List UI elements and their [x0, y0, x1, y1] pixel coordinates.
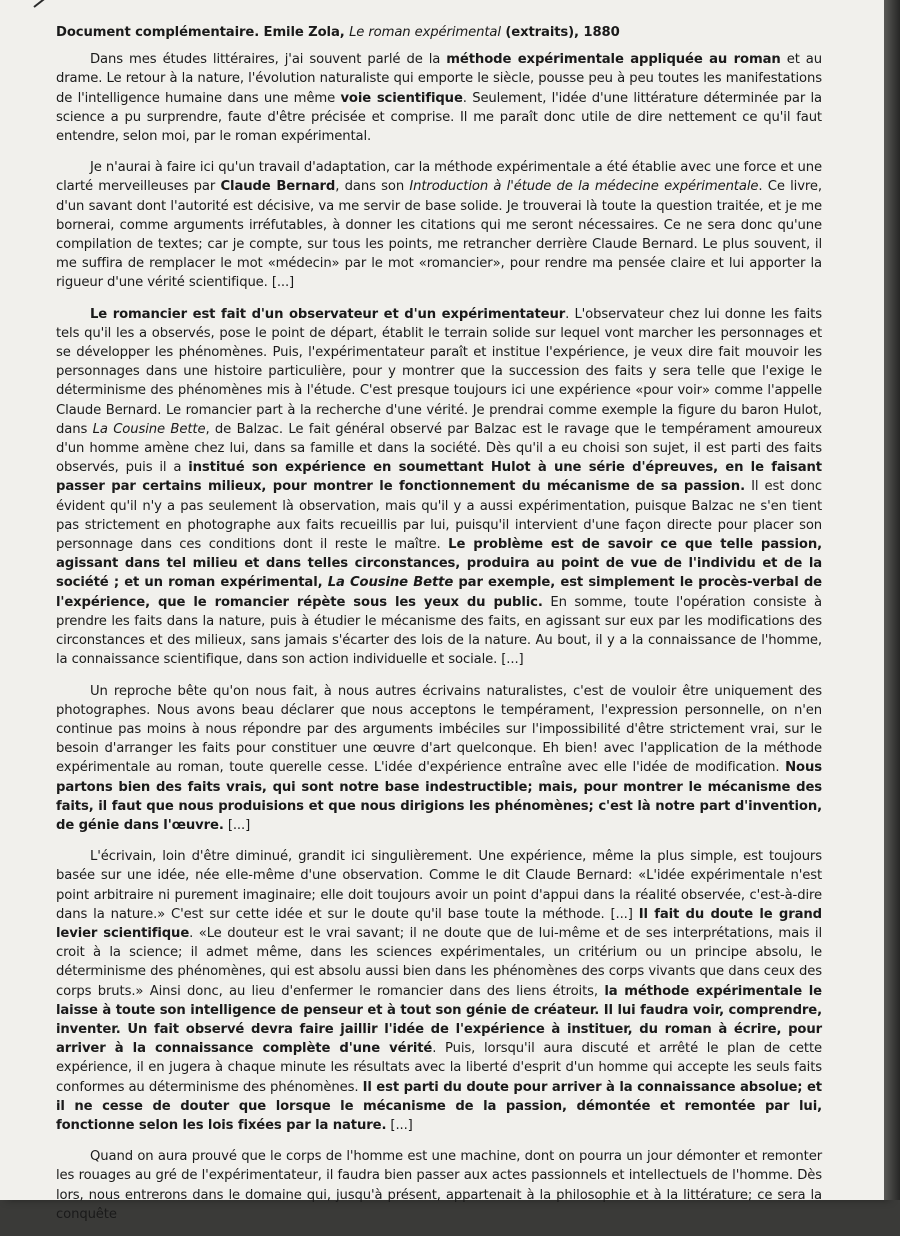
bold-run: institué son expérience en soumettant Hulot à une série d'épreuves, en le faisant passer par certains milieux, pour montrer le fonctionnement du mécanisme de sa passion. — [56, 460, 822, 495]
paragraph-list — [56, 50, 822, 1224]
text-run: L'écrivain, loin d'être diminué, grandit ici singulièrement. Une expérience, même la plus simple, est toujours basée sur une idée, née elle-même d'une observation. Comme le dit Claude Bernard: «L'idée expérimentale n'est point arbitraire ni purement imaginaire; elle doit toujours avoir un point d'appui dans la réalité observée, c'est-à-dire dans la nature.» C'est sur cette idée et sur le doute qu'il base toute la méthode. [...] — [56, 849, 822, 922]
bold-run: méthode expérimentale appliquée au roman — [446, 52, 781, 68]
bold-run — [328, 575, 453, 590]
text-run: [...] — [223, 817, 251, 833]
italic-run: La Cousine Bette — [92, 421, 206, 437]
paragraph — [56, 305, 822, 670]
text-run: . Seulement, l'idée d'une littérature déterminée par la science a pu surprendre, faute d'être précisée et comprise. Il me paraît donc utile de dire nettement ce qu'il faut entendre, selon moi, par le roman expérimental. — [56, 90, 823, 145]
text-run: Il est donc évident qu'il n'y a pas seulement là observation, mais qu'il y a aussi expérimentation, puisque Balzac ne s'en tient pas strictement en photographe aux faits recueillis par lui, puisqu'il intervient d'une façon directe pour placer son personnage dans ces conditions dont il reste le maître. — [56, 479, 822, 553]
bold-run: voie scientifique — [340, 90, 463, 106]
text-run: et au drame. Le retour à la nature, l'évolution naturaliste qui emporte le siècle, pousse peu à peu toutes les manifestations de l'intelligence humaine dans une même — [56, 52, 822, 106]
text-run: , de Balzac. Le fait général observé par Balzac est le ravage que le tempérament amoureux d'un homme amène chez lui, dans sa famille et dans la société. Dès qu'il a eu choisi son sujet, il est parti des faits observés, puis il a — [56, 421, 823, 476]
text-run: Quand on aura prouvé que le corps de l'homme est une machine, dont on pourra un jour démonter et remonter les rouages au gré de l'expérimentateur, il faudra bien passer aux actes passionnels et intellectuels de l'homme. Dès lors, nous entrerons dans le domaine qui, jusqu'à présent, appartenait à la philosophie et à la littérature; ce sera la conquête — [56, 1149, 822, 1222]
bold-run: Il est parti du doute pour arriver à la connaissance absolue; et il ne cesse de douter que lorsque le mécanisme de la passion, démontée et remontée par lui, fonctionne selon les lois fixées par la nature. — [56, 1079, 822, 1133]
paragraph — [56, 50, 822, 146]
heading-prefix: Document complémentaire. Emile Zola, — [56, 25, 350, 40]
text-run: . Puis, lorsqu'il aura discuté et arrêté le plan de cette expérience, il en jugera à chaque minute les résultats avec la liberté d'esprit d'un homme qui accepte les seuls faits conformes au déterminisme des phénomènes. — [56, 1041, 822, 1095]
text-run: , dans son — [335, 179, 410, 195]
text-run: Je n'aurai à faire ici qu'un travail d'adaptation, car la méthode expérimentale a été établie avec une force et une clarté merveilleuses par — [56, 160, 822, 195]
text-run: En somme, toute l'opération consiste à prendre les faits dans la nature, puis à étudier le mécanisme des faits, en agissant sur eux par les modifications des circonstances et des milieux, sans jamais s'écarter des lois de la nature. Au bout, il y a la connaissance de l'homme, la connaissance scientifique, dans son action individuelle et sociale. [...] — [56, 594, 822, 668]
paragraph — [56, 847, 822, 1135]
paragraph — [56, 682, 822, 836]
text-run: Un reproche bête qu'on nous fait, à nous autres écrivains naturalistes, c'est de vouloir être uniquement des photographes. Nous avons beau déclarer que nous acceptons le tempérament, l'expression personnelle, on n'en continue pas moins à nous répondre par des arguments imbéciles sur l'impossibilité d'être strictement vrai, sur le besoin d'arranger les faits pour constituer une œuvre d'art quelconque. Eh bien! avec l'application de la méthode expérimentale au roman, toute querelle cesse. L'idée d'expérience entraîne avec elle l'idée de modification. — [56, 683, 822, 776]
text-run: Dans mes études littéraires, j'ai souvent parlé de la — [90, 52, 447, 68]
bold-run: Le romancier est fait d'un observateur et d'un expérimentateur — [90, 306, 566, 322]
bold-run: Le problème est de savoir ce que telle passion, agissant dans tel milieu et dans telles circonstances, produira au point de vue de l'individu et de la société ; et un roman expérimental, — [56, 537, 822, 591]
bold-run: la méthode expérimentale le laisse à toute son intelligence de penseur et à tout son génie de créateur. Il lui faudra voir, comprendre, inventer. Un fait observé devra faire jaillir l'idée de l'expérience à instituer, du roman à écrire, pour arriver à la connaissance complète d'une vérité — [56, 983, 822, 1057]
text-run: [...] — [386, 1117, 413, 1133]
paragraph — [56, 158, 822, 292]
document-heading — [56, 23, 822, 42]
italic-run: Introduction à l'étude de la médecine expérimentale — [409, 179, 759, 195]
text-run: . Ce livre, d'un savant dont l'autorité est décisive, va me servir de base solide. Je trouverai là toute la question traitée, et je me bornerai, comme arguments irréfutables, à donner les citations qui me seront nécessaires. Ce ne sera donc qu'une compilation de textes; car je compte, sur tous les points, me retrancher derrière Claude Bernard. Le plus souvent, il me suffira de remplacer le mot «médecin» par le mot «romancier», pour rendre ma pensée claire et lui apporter la rigueur d'une vérité scientifique. [...] — [56, 179, 822, 291]
document-body — [56, 23, 822, 1236]
bold-run: par exemple, est simplement le procès-verbal de l'expérience, que le romancier répète sous les yeux du public. — [56, 575, 822, 610]
heading-suffix: (extraits), 1880 — [500, 25, 620, 40]
bold-run: Nous partons bien des faits vrais, qui sont notre base indestructible; mais, pour montrer le mécanisme des faits, il faut que nous produisions et que nous dirigions les phénomènes; c'est là notre part d'invention, de génie dans l'œuvre. — [56, 760, 822, 833]
emphasized-title: La Cousine Bette — [327, 575, 454, 591]
heading-work-title: Le roman expérimental — [349, 25, 501, 40]
bold-run: Claude Bernard — [220, 179, 336, 195]
text-run: . L'observateur chez lui donne les faits tels qu'il les a observés, pose le point de départ, établit le terrain solide sur lequel vont marcher les personnages et se développer les phénomènes. Puis, l'expérimentateur paraît et institue l'expérience, je veux dire fait mouvoir les personnages dans une histoire particulière, pour y montrer que la succession des faits y sera telle que l'exige le déterminisme des phénomènes mis à l'étude. C'est presque toujours ici une expérience «pour voir» comme l'appelle Claude Bernard. Le romancier part à la recherche d'une vérité. Je prendrai comme exemple la figure du baron Hulot, dans — [56, 306, 822, 437]
bold-run: Il fait du doute le grand levier scientifique — [56, 906, 822, 941]
text-run: . «Le douteur est le vrai savant; il ne doute que de lui-même et de ses interprétations, mais il croit à la science; il admet même, dans les sciences expérimentales, un critérium ou un principe absolu, le déterminisme des phénomènes, qui est absolu aussi bien dans les phénomènes des corps vivants que dans ceux des corps bruts.» Ainsi donc, au lieu d'enfermer le romancier dans des liens étroits, — [56, 925, 822, 999]
desk-background — [884, 0, 900, 1200]
pen-mark — [33, 0, 70, 8]
paragraph — [56, 1147, 822, 1224]
